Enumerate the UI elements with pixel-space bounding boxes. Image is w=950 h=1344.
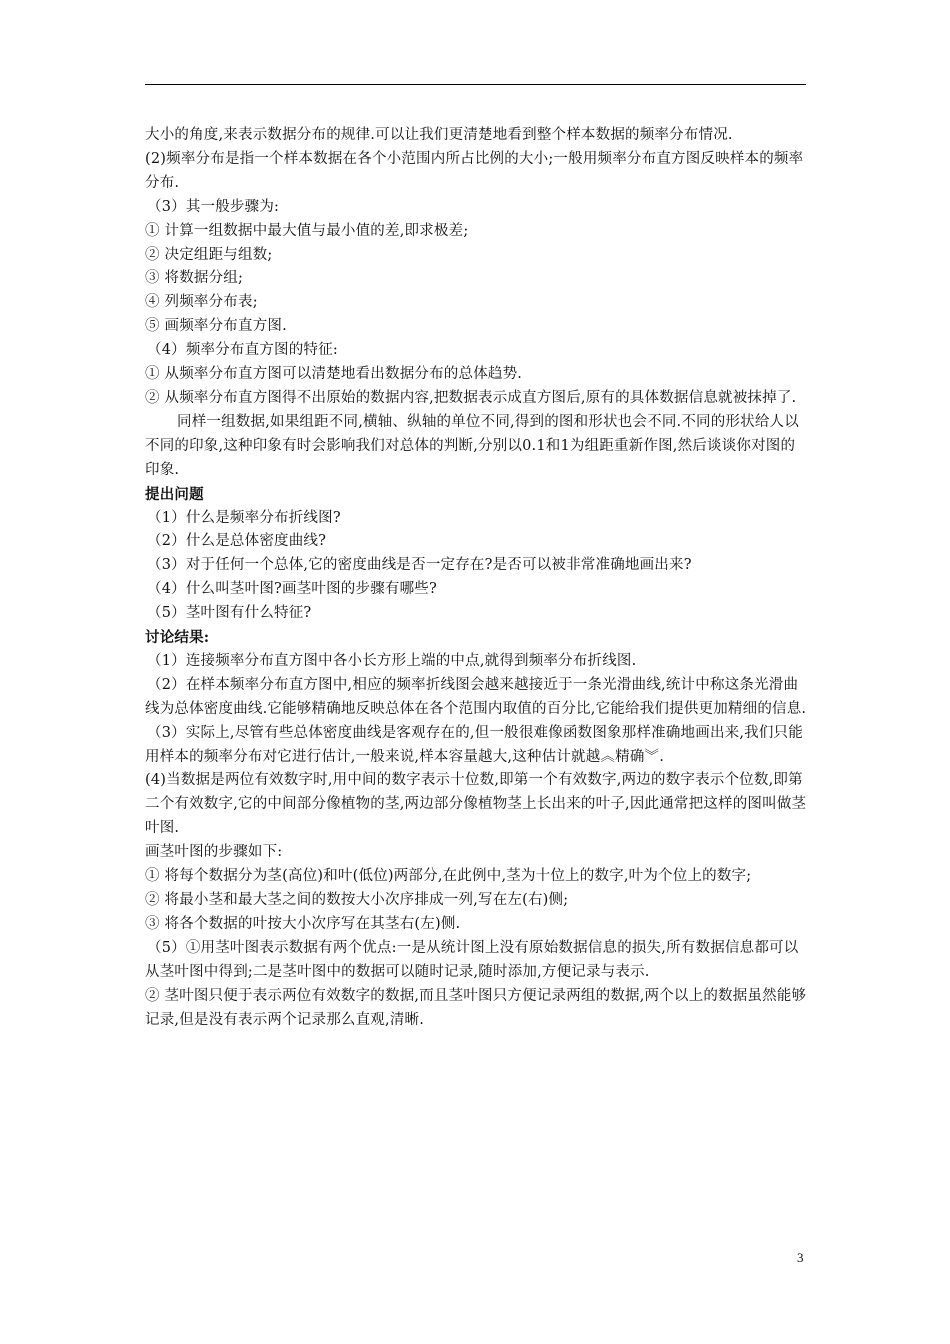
result-1: （1）连接频率分布直方图中各小长方形上端的中点,就得到频率分布折线图. bbox=[147, 652, 637, 669]
paragraph-frequency-distribution: (2)频率分布是指一个样本数据在各个小范围内所占比例的大小;一般用频率分布直方图反映样本的频率分布. bbox=[145, 150, 804, 191]
question-1: （1）什么是频率分布折线图? bbox=[147, 509, 341, 526]
stem-leaf-steps-heading: 画茎叶图的步骤如下: bbox=[145, 844, 283, 861]
question-5: （5）茎叶图有什么特征? bbox=[147, 605, 312, 622]
step-5: ⑤ 画频率分布直方图. bbox=[145, 318, 287, 335]
question-2: （2）什么是总体密度曲线? bbox=[147, 533, 327, 550]
question-3: （3）对于任何一个总体,它的密度曲线是否一定存在?是否可以被非常准确地画出来? bbox=[147, 557, 692, 574]
paragraph-same-data: 同样一组数据,如果组距不同,横轴、纵轴的单位不同,得到的图和形状也会不同.不同的形状给人以不同的印象,这种印象有时会影响我们对总体的判断,分别以0.1和1为组距重新作图,然后谈谈你对图的印象. bbox=[145, 413, 799, 478]
steps-heading: （3）其一般步骤为: bbox=[147, 198, 280, 215]
feature-1: ① 从频率分布直方图可以清楚地看出数据分布的总体趋势. bbox=[145, 366, 523, 383]
header-rule bbox=[145, 84, 806, 85]
result-2: （2）在样本频率分布直方图中,相应的频率折线图会越来越接近于一条光滑曲线,统计中称这条光滑曲线为总体密度曲线.它能够精确地反映总体在各个范围内取值的百分比,它能给我们提供更加精细的信息. bbox=[145, 676, 807, 717]
step-1: ① 计算一组数据中最大值与最小值的差,即求极差; bbox=[145, 222, 469, 239]
feature-2: ② 从频率分布直方图得不出原始的数据内容,把数据表示成直方图后,原有的具体数据信息就被抹掉了. bbox=[145, 389, 797, 406]
step-4: ④ 列频率分布表; bbox=[145, 294, 258, 311]
stem-leaf-step-3: ③ 将各个数据的叶按大小次序写在其茎右(左)侧. bbox=[145, 915, 461, 932]
page-body bbox=[145, 124, 809, 1032]
section-heading-results: 讨论结果: bbox=[145, 629, 210, 647]
step-2: ② 决定组距与组数; bbox=[145, 246, 273, 263]
result-5-advantages: （5）①用茎叶图表示数据有两个优点:一是从统计图上没有原始数据信息的损失,所有数据信息都可以从茎叶图中得到;二是茎叶图中的数据可以随时记录,随时添加,方便记录与表示. bbox=[145, 939, 799, 980]
result-3: （3）实际上,尽管有些总体密度曲线是客观存在的,但一般很难像函数图象那样准确地画出来,我们只能用样本的频率分布对它进行估计,一般来说,样本容量越大,这种估计就越︽精确︾. bbox=[145, 724, 803, 765]
stem-leaf-step-1: ① 将每个数据分为茎(高位)和叶(低位)两部分,在此例中,茎为十位上的数字,叶为个位上的数字; bbox=[145, 868, 752, 885]
result-4: (4)当数据是两位有效数字时,用中间的数字表示十位数,即第一个有效数字,两边的数字表示个位数,即第二个有效数字,它的中间部分像植物的茎,两边部分像植物茎上长出来的叶子,因此通常把这样的图叫做茎叶图. bbox=[145, 772, 807, 837]
result-5-limitations: ② 茎叶图只便于表示两位有效数字的数据,而且茎叶图只方便记录两组的数据,两个以上的数据虽然能够记录,但是没有表示两个记录那么直观,清晰. bbox=[145, 987, 807, 1028]
features-heading: （4）频率分布直方图的特征: bbox=[147, 342, 338, 359]
stem-leaf-step-2: ② 将最小茎和最大茎之间的数按大小次序排成一列,写在左(右)侧; bbox=[145, 892, 569, 908]
question-4: （4）什么叫茎叶图?画茎叶图的步骤有哪些? bbox=[147, 581, 437, 598]
paragraph-intro-continued: 大小的角度,来表示数据分布的规律.可以让我们更清楚地看到整个样本数据的频率分布情况. bbox=[145, 127, 733, 143]
step-3: ③ 将数据分组; bbox=[145, 270, 244, 287]
section-heading-questions: 提出问题 bbox=[145, 485, 204, 503]
page-number: 3 bbox=[797, 1250, 804, 1265]
